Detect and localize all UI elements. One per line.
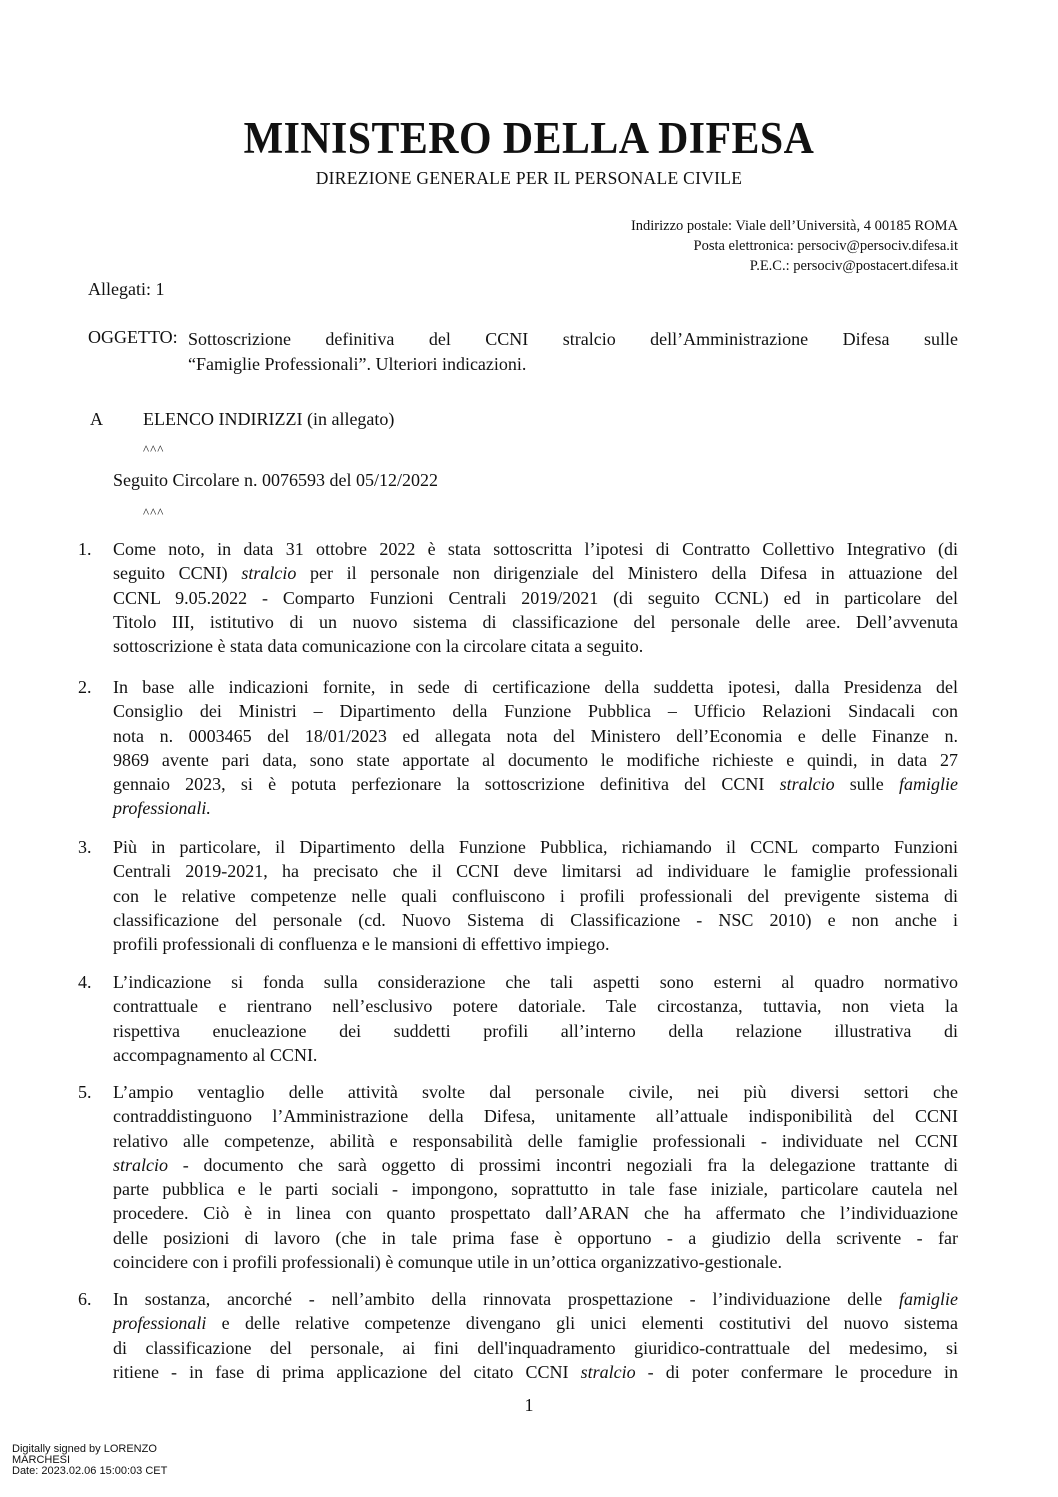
paragraph-line: profili professionali di confluenza e le mansioni di effettivo impiego. (113, 934, 610, 955)
paragraph-5 (78, 1080, 958, 1274)
separator: ^^^ (143, 505, 165, 520)
subject-text (188, 327, 958, 377)
paragraph-3 (78, 835, 958, 956)
paragraph-line: di classificazione del personale, ai fini dell'inquadramento giuridico-contrattuale del medesimo, si (113, 1337, 958, 1358)
paragraph-line: Più in particolare, il Dipartimento della Funzione Pubblica, richiamando il CCNL comparto Funzioni (113, 837, 958, 857)
signature-line: Digitally signed by LORENZO (12, 1443, 157, 1455)
paragraph-1 (78, 537, 958, 658)
paragraph-line: delle posizioni di lavoro (che in tale prima fase è opportuno - a giudizio della scrivente - far (113, 1227, 958, 1248)
paragraph-number: 6. (78, 1289, 92, 1309)
pec-address: P.E.C.: persociv@postacert.difesa.it (749, 258, 958, 274)
signature-line: MARCHESI (12, 1454, 71, 1466)
paragraph-line: procedere. Ciò è in linea con quanto prospettato dall’ARAN che ha affermato che l’individuazione (113, 1203, 958, 1224)
paragraph-line: professionali e delle relative competenze divengano gli unici elementi costitutivi del nuovo sistema (113, 1313, 958, 1334)
paragraph-line: rispettiva enucleazione dei suddetti profili all’interno della relazione illustrativa di (113, 1020, 958, 1041)
paragraph-line: stralcio - documento che sarà oggetto di prossimi incontri negoziali fra la delegazione trattante di (113, 1154, 958, 1175)
paragraph-line: Centrali 2019-2021, ha precisato che il CCNI deve limitarsi ad individuare le famiglie professionali (113, 861, 958, 882)
paragraph-line: parte pubblica e le parti sociali - impongono, soprattutto in tale fase iniziale, particolare cautela nel (113, 1179, 958, 1200)
paragraph-line: 9869 avente pari data, sono state apportate al documento le modifiche richieste e quindi, in data 27 (113, 749, 958, 770)
recipient-list: ELENCO INDIRIZZI (in allegato) (143, 409, 395, 429)
attachments-count: Allegati: 1 (88, 279, 165, 299)
paragraph-line: sottoscrizione è stata data comunicazione con la circolare citata a seguito. (113, 636, 644, 657)
postal-address: Indirizzo postale: Viale dell’Università, 4 00185 ROMA (630, 218, 958, 234)
paragraph-line: seguito CCNI) stralcio per il personale non dirigenziale del Ministero della Difesa in attuazione del (113, 563, 958, 584)
page-number: 1 (524, 1395, 534, 1415)
subject-line: “Famiglie Professionali”. Ulteriori indicazioni. (188, 354, 527, 374)
paragraph-line: Consiglio dei Ministri – Dipartimento della Funzione Pubblica – Ufficio Relazioni Sindacali con (113, 701, 958, 722)
subject-label: OGGETTO: (88, 327, 178, 347)
document-title: MINISTERO DELLA DIFESA (243, 113, 815, 163)
paragraph-line: coincidere con i profili professionali) è comunque utile in un’ottica organizzativo-gestionale. (113, 1252, 782, 1273)
paragraph-line: gennaio 2023, si è potuta perfezionare la sottoscrizione definitiva del CCNI stralcio sulle famiglie (113, 774, 958, 795)
paragraph-line: Come noto, in data 31 ottobre 2022 è stata sottoscritta l’ipotesi di Contratto Collettivo Integrativo (di (113, 539, 958, 559)
paragraph-number: 5. (78, 1082, 92, 1102)
paragraph-line: L’indicazione si fonda sulla considerazione che tali aspetti sono esterni al quadro normativo (113, 972, 958, 992)
paragraph-number: 4. (78, 972, 92, 992)
paragraph-line: accompagnamento al CCNI. (113, 1044, 318, 1065)
paragraph-number: 1. (78, 539, 92, 559)
paragraph-line: contrattuale e rientrano nell’esclusivo potere datoriale. Tale circostanza, tuttavia, non vieta la (113, 996, 958, 1017)
digital-signature (12, 1444, 167, 1477)
paragraph-4 (78, 970, 958, 1067)
email-address: Posta elettronica: persociv@persociv.difesa.it (693, 238, 958, 254)
paragraph-line: con le relative competenze nelle quali confluiscono i profili professionali del previgente sistema di (113, 885, 958, 906)
paragraph-line: classificazione del personale (cd. Nuovo Sistema di Classificazione - NSC 2010) e non anche i (113, 909, 958, 930)
paragraph-line: ritiene - in fase di prima applicazione del citato CCNI stralcio - di poter confermare le procedure in (113, 1361, 958, 1382)
separator: ^^^ (143, 442, 165, 457)
subject-line: Sottoscrizione definitiva del CCNI stralcio dell’Amministrazione Difesa sulle (188, 329, 958, 349)
recipient-letter: A (90, 409, 103, 429)
paragraph-line: In base alle indicazioni fornite, in sede di certificazione della suddetta ipotesi, dalla Presidenza del (113, 677, 958, 697)
paragraph-line: relativo alle competenze, abilità e responsabilità delle famiglie professionali - individuate nel CCNI (113, 1130, 958, 1151)
paragraph-line: In sostanza, ancorché - nell’ambito della rinnovata prospettazione - l’individuazione delle famiglie (113, 1289, 958, 1309)
paragraph-line: L’ampio ventaglio delle attività svolte dal personale civile, nei più diversi settori che (113, 1082, 958, 1102)
paragraph-number: 3. (78, 837, 92, 857)
document-subtitle: DIREZIONE GENERALE PER IL PERSONALE CIVILE (315, 168, 743, 188)
paragraph-6 (78, 1287, 958, 1384)
paragraph-2 (78, 675, 958, 821)
paragraph-line: CCNL 9.05.2022 - Comparto Funzioni Centrali 2019/2021 (di seguito CCNL) ed in particolare del (113, 587, 958, 608)
paragraph-line: professionali. (113, 798, 211, 819)
paragraph-line: nota n. 0003465 del 18/01/2023 ed allegata nota del Ministero dell’Economia e delle Finanze n. (113, 725, 958, 746)
paragraph-number: 2. (78, 677, 92, 697)
reference-circular: Seguito Circolare n. 0076593 del 05/12/2022 (113, 470, 438, 490)
paragraph-line: Titolo III, istitutivo di un nuovo sistema di classificazione del personale delle aree. Dell’avvenuta (113, 611, 958, 632)
signature-line: Date: 2023.02.06 15:00:03 CET (12, 1465, 168, 1477)
paragraph-line: contraddistinguono l’Amministrazione della Difesa, unitamente all’attuale indisponibilità del CCNI (113, 1106, 958, 1127)
